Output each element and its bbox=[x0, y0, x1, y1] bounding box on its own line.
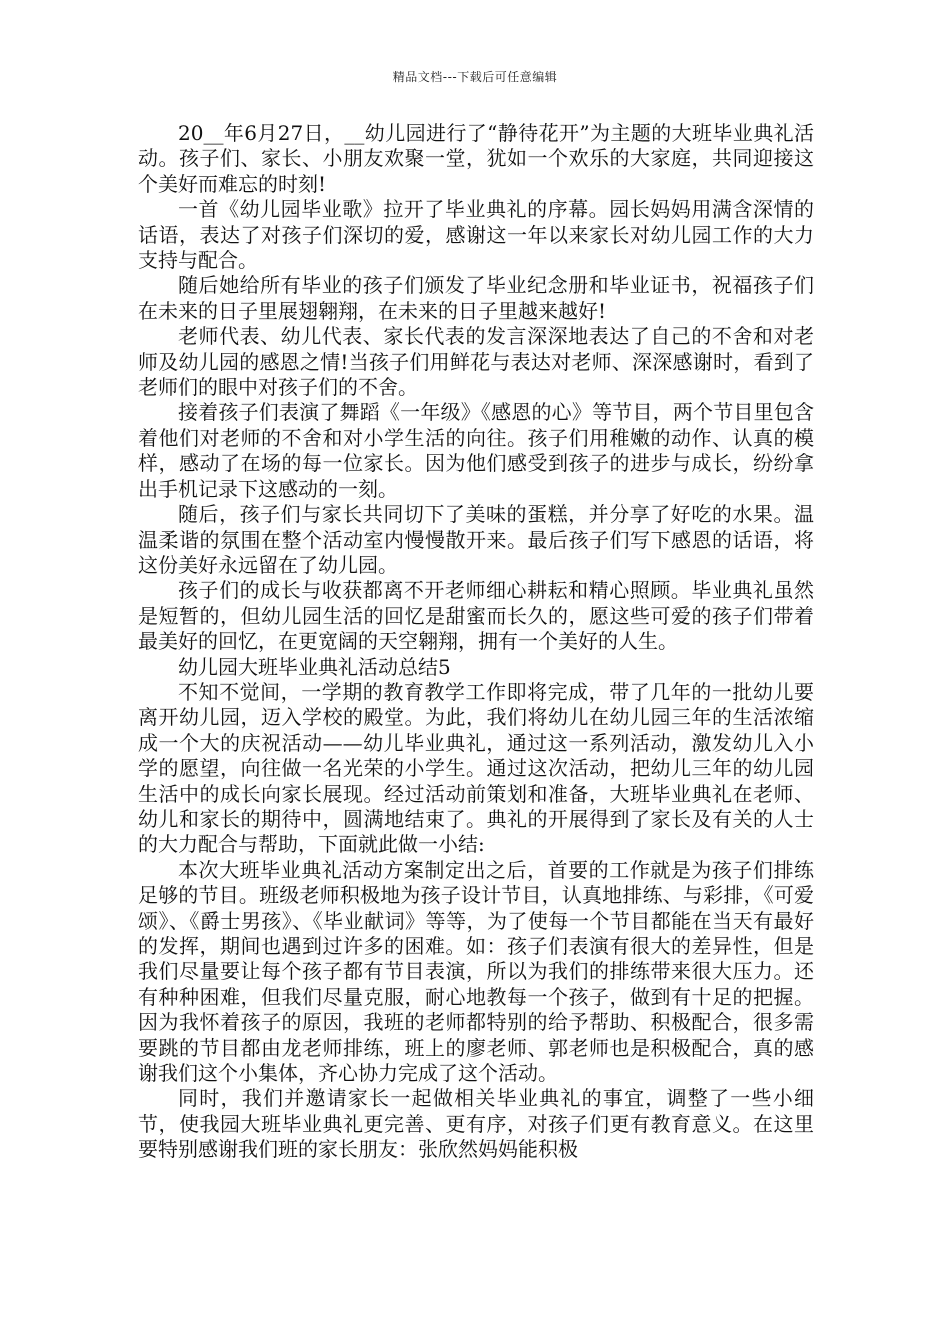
paragraph: 本次大班毕业典礼活动方案制定出之后，首要的工作就是为孩子们排练足够的节目。班级老师积极地为孩子设计节目，认真地排练、与彩排，《可爱颂》、《爵士男孩》、《毕业献词》等等，为了使每一个节目都能在当天有最好的发挥，期间也遇到过许多的困难。如：孩子们表演有很大的差异性，但是我们尽量要让每个孩子都有节目表演，所以为我们的排练带来很大压力。还有种种困难，但我们尽量克服，耐心地教每一个孩子，做到有十足的把握。因为我怀着孩子的原因，我班的老师都特别的给予帮助、积极配合，很多需要跳的节目都由龙老师排练，班上的廖老师、郭老师也是积极配合，真的感谢我们这个小集体，齐心协力完成了这个活动。 bbox=[138, 857, 814, 1086]
paragraph: 孩子们的成长与收获都离不开老师细心耕耘和精心照顾。毕业典礼虽然是短暂的，但幼儿园生活的回忆是甜蜜而长久的，愿这些可爱的孩子们带着最美好的回忆，在更宽阔的天空翱翔，拥有一个美好的人生。 bbox=[138, 578, 814, 654]
paragraph: 随后她给所有毕业的孩子们颁发了毕业纪念册和毕业证书，祝福孩子们在未来的日子里展翅翱翔，在未来的日子里越来越好! bbox=[138, 273, 814, 323]
paragraph: 不知不觉间，一学期的教育教学工作即将完成，带了几年的一批幼儿要离开幼儿园，迈入学校的殿堂。为此，我们将幼儿在幼儿园三年的生活浓缩成一个大的庆祝活动——幼儿毕业典礼，通过这一系列活动，激发幼儿入小学的愿望，向往做一名光荣的小学生。通过这次活动，把幼儿三年的幼儿园生活中的成长向家长展现。经过活动前策划和准备，大班毕业典礼在老师、幼儿和家长的期待中，圆满地结束了。典礼的开展得到了家长及有关的人士的大力配合与帮助，下面就此做一小结: bbox=[138, 679, 814, 857]
paragraph: 一首《幼儿园毕业歌》拉开了毕业典礼的序幕。园长妈妈用满含深情的话语，表达了对孩子们深切的爱，感谢这一年以来家长对幼儿园工作的大力支持与配合。 bbox=[138, 197, 814, 273]
paragraph: 同时，我们并邀请家长一起做相关毕业典礼的事宜，调整了一些小细节，使我园大班毕业典礼更完善、更有序，对孩子们更有教育意义。在这里要特别感谢我们班的家长朋友：张欣然妈妈能积极 bbox=[138, 1086, 814, 1162]
paragraph: 随后，孩子们与家长共同切下了美味的蛋糕，并分享了好吃的水果。温温柔谐的氛围在整个活动室内慢慢散开来。最后孩子们写下感恩的话语，将这份美好永远留在了幼儿园。 bbox=[138, 502, 814, 577]
section-heading: 幼儿园大班毕业典礼活动总结5 bbox=[178, 654, 451, 679]
paragraph: 老师代表、幼儿代表、家长代表的发言深深地表达了自己的不舍和对老师及幼儿园的感恩之情!当孩子们用鲜花与表达对老师、深深感谢时，看到了老师们的眼中对孩子们的不舍。 bbox=[138, 324, 814, 400]
page-header: 精品文档---下载后可任意编辑 bbox=[392, 70, 558, 84]
paragraph: 20__年6月27日，__幼儿园进行了“静待花开”为主题的大班毕业典礼活动。孩子们、家长、小朋友欢聚一堂，犹如一个欢乐的大家庭，共同迎接这个美好而难忘的时刻! bbox=[138, 121, 814, 196]
paragraph: 接着孩子们表演了舞蹈《一年级》《感恩的心》等节目，两个节目里包含着他们对老师的不舍和对小学生活的向往。孩子们用稚嫩的动作、认真的模样，感动了在场的每一位家长。因为他们感受到孩子的进步与成长，纷纷拿出手机记录下这感动的一刻。 bbox=[138, 400, 814, 501]
document-body bbox=[138, 121, 814, 1163]
